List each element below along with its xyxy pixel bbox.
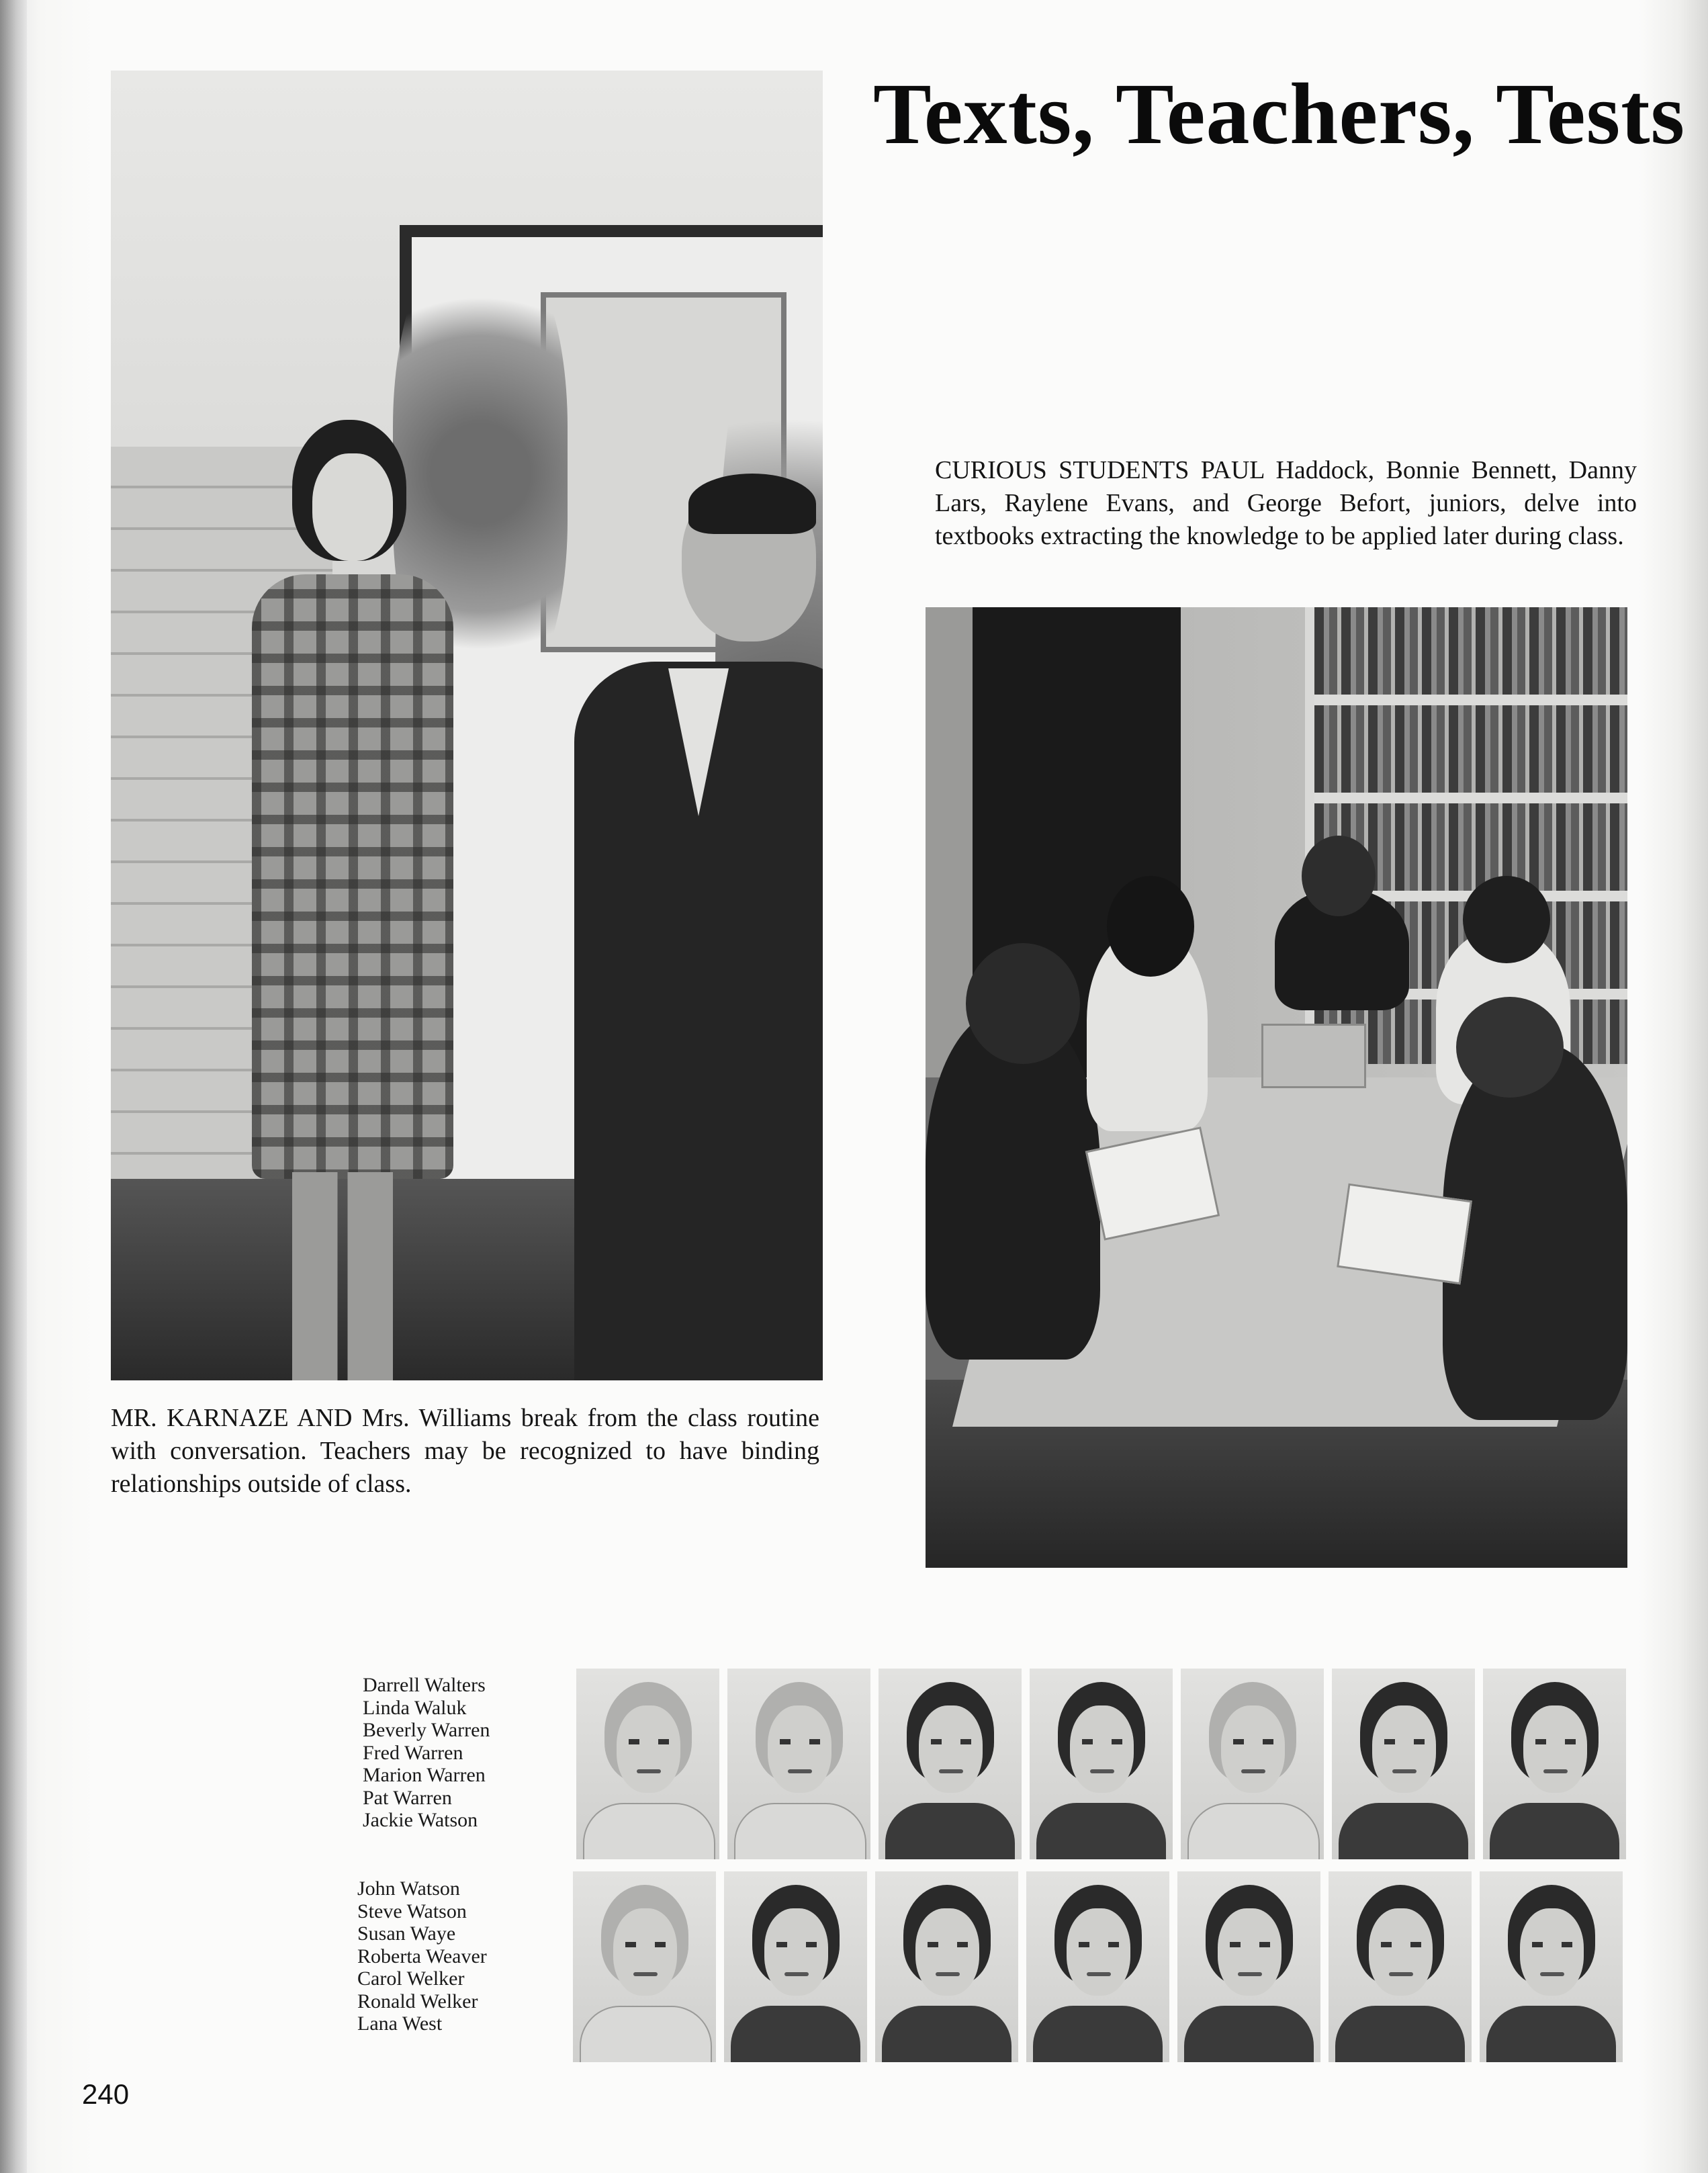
portrait-name: Lana West xyxy=(357,2012,443,2035)
portrait-names-row-2 xyxy=(357,1877,487,2035)
portrait-name: Linda Waluk xyxy=(363,1696,467,1719)
portrait-name: Marion Warren xyxy=(363,1764,486,1786)
portrait-photo xyxy=(576,1669,719,1859)
portrait-photo xyxy=(1332,1669,1475,1859)
page-title: Texts, Teachers, Tests xyxy=(873,66,1686,163)
students-caption-text: Haddock, Bonnie Bennett, Danny Lars, Raylene Evans, and George Befort, juniors, delve into textbooks extracting the knowledge to be applied later during class. xyxy=(935,456,1637,550)
portrait-name: Susan Waye xyxy=(357,1922,456,1945)
portrait-name: Roberta Weaver xyxy=(357,1945,487,1967)
portrait-name: Darrell Walters xyxy=(363,1674,486,1696)
portrait-photo xyxy=(1329,1871,1472,2062)
page-number: 240 xyxy=(82,2078,130,2110)
portrait-name: Pat Warren xyxy=(363,1786,452,1809)
portrait-photo xyxy=(573,1871,716,2062)
portrait-photo xyxy=(1030,1669,1173,1859)
teachers-caption-text: Mrs. Williams break from the class routine with conversation. Teachers may be recognized to have binding relationships outside of class. xyxy=(111,1404,819,1498)
portrait-name: John Watson xyxy=(357,1877,460,1900)
portrait-names-row-1 xyxy=(363,1674,490,1832)
teachers-caption-lead: MR. KARNAZE AND xyxy=(111,1404,353,1432)
portrait-name: Carol Welker xyxy=(357,1967,465,1990)
portrait-photo xyxy=(875,1871,1018,2062)
teachers-caption xyxy=(111,1402,819,1501)
portrait-photo xyxy=(1026,1871,1169,2062)
students-caption xyxy=(935,454,1637,553)
portrait-name: Ronald Welker xyxy=(357,1990,478,2012)
portrait-photo xyxy=(727,1669,870,1859)
portrait-photo xyxy=(1177,1871,1320,2062)
portrait-photo xyxy=(1181,1669,1324,1859)
portrait-photo xyxy=(1480,1871,1623,2062)
portrait-photo xyxy=(1483,1669,1626,1859)
portrait-name: Fred Warren xyxy=(363,1741,463,1764)
students-caption-lead: CURIOUS STUDENTS PAUL xyxy=(935,456,1265,484)
portrait-name: Jackie Watson xyxy=(363,1809,478,1831)
portrait-photo xyxy=(724,1871,867,2062)
portrait-name: Steve Watson xyxy=(357,1900,467,1922)
teachers-photo xyxy=(111,71,823,1380)
students-photo xyxy=(926,607,1627,1568)
page-binding-edge xyxy=(0,0,27,2173)
portrait-photo xyxy=(879,1669,1022,1859)
portrait-name: Beverly Warren xyxy=(363,1719,490,1741)
